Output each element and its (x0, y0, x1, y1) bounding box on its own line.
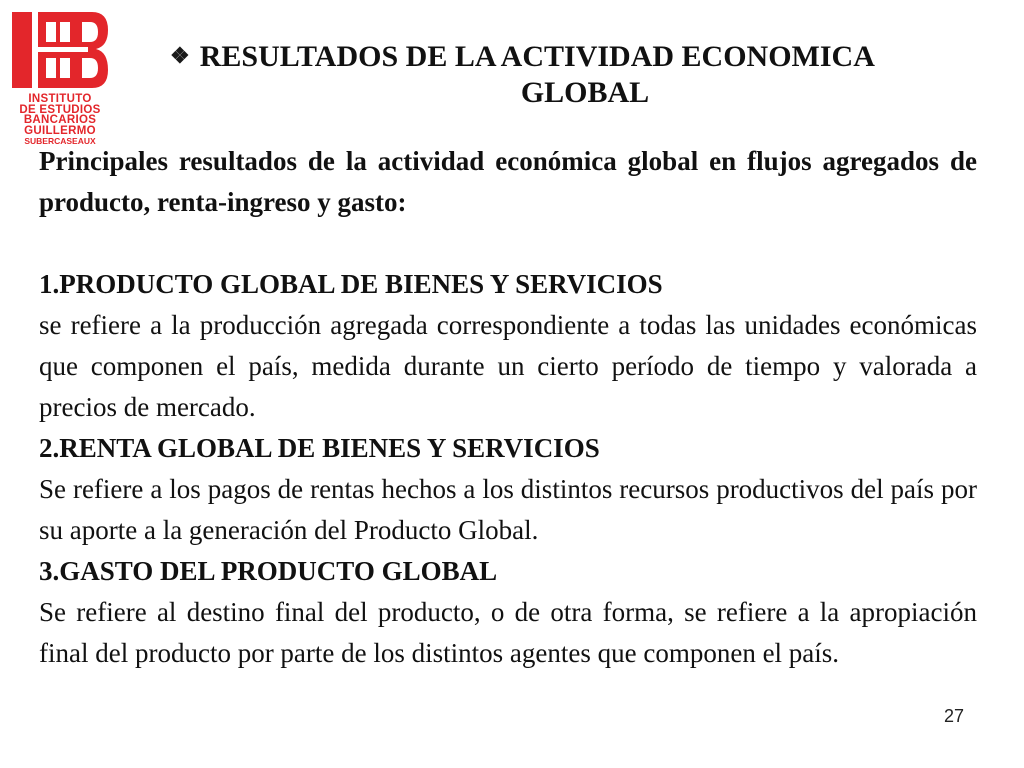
logo-text (8, 94, 112, 147)
logo-line: DE ESTUDIOS (19, 103, 101, 116)
section-heading-1: 1.PRODUCTO GLOBAL DE BIENES Y SERVICIOS (39, 269, 663, 299)
title-line-1 (170, 38, 980, 75)
slide-title (170, 38, 980, 111)
section-text-1: se refiere a la producción agregada correspondiente a todas las unidades económicas que componen el país, medida durante un cierto período de tiempo y valorada a precios de mercado. (39, 310, 977, 422)
title-line-2: GLOBAL (520, 76, 650, 109)
logo-line: BANCARIOS (23, 114, 97, 126)
diamond-bullet-icon: ❖ (170, 43, 190, 68)
spacer (39, 223, 977, 264)
logo-line: SUBERCASEAUX (24, 136, 96, 146)
logo-line: INSTITUTO (28, 93, 92, 105)
institute-logo (8, 12, 112, 158)
slide-body (39, 141, 977, 674)
section-text-3: Se refiere al destino final del producto, o de otra forma, se refiere a la apropiación final del producto por parte de los distintos agentes que componen el país. (39, 597, 977, 668)
logo-line: GUILLERMO (24, 124, 96, 137)
intro-paragraph: Principales resultados de la actividad económica global en flujos agregados de producto, renta-ingreso y gasto: (39, 146, 977, 217)
section-text-2: Se refiere a los pagos de rentas hechos a los distintos recursos productivos del país por su aporte a la generación del Producto Global. (39, 474, 977, 545)
ieb-logo-mark-icon (12, 12, 108, 90)
page-number: 27 (943, 706, 964, 726)
title-text-1: RESULTADOS DE LA ACTIVIDAD ECONOMICA (199, 40, 875, 73)
section-heading-2: 2.RENTA GLOBAL DE BIENES Y SERVICIOS (39, 433, 600, 463)
section-heading-3: 3.GASTO DEL PRODUCTO GLOBAL (39, 556, 498, 586)
